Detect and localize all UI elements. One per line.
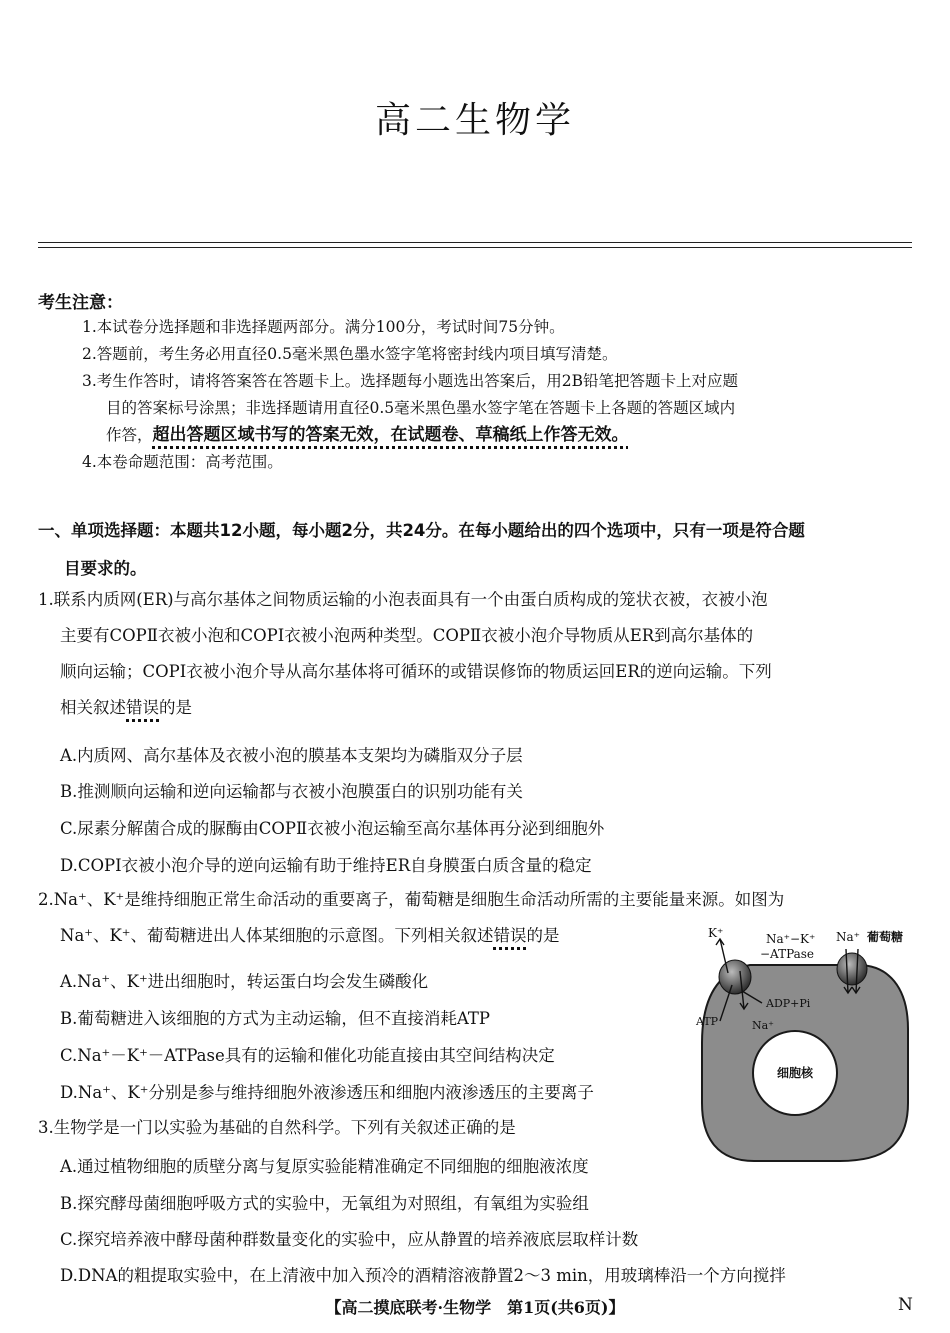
atp-label: ATP: [696, 1015, 719, 1028]
k-plus-label: K⁺: [708, 926, 724, 940]
na-plus-inside-label: Na⁺: [752, 1019, 774, 1032]
question-1-option-d: D.COPI衣被小泡介导的逆向运输有助于维持ER自身膜蛋白质含量的稳定: [60, 856, 592, 875]
pump-name-line-1: Na⁺−K⁺: [766, 932, 816, 946]
question-2-stem: 2.Na⁺、K⁺是维持细胞正常生命活动的重要离子，葡萄糖是细胞生命活动所需的主要能量来源。如图为 Na⁺、K⁺、葡萄糖进出人体某细胞的示意图。下列相关叙述错误的是: [38, 890, 785, 945]
notice-item: 2.答题前，考生务必用直径0.5毫米黑色墨水签字笔将密封线内项目填写清楚。: [82, 345, 618, 363]
question-2-option-c: C.Na⁺－K⁺－ATPase具有的运输和催化功能直接由其空间结构决定: [60, 1046, 555, 1065]
question-3-option-a: A.通过植物细胞的质壁分离与复原实验能精准确定不同细胞的细胞液浓度: [60, 1157, 589, 1176]
notice-item: 目的答案标号涂黑；非选择题请用直径0.5毫米黑色墨水签字笔在答题卡上各题的答题区域内: [106, 399, 736, 417]
title-rule-top: [38, 242, 912, 243]
question-1-option-a: A.内质网、高尔基体及衣被小泡的膜基本支架均为磷脂双分子层: [60, 746, 523, 765]
question-3-option-b: B.探究酵母菌细胞呼吸方式的实验中，无氧组为对照组，有氧组为实验组: [60, 1194, 589, 1213]
glucose-label: 葡萄糖: [867, 930, 904, 944]
question-1-stem: 1.联系内质网(ER)与高尔基体之间物质运输的小泡表面具有一个由蛋白质构成的笼状衣被，衣被小泡 主要有COPⅡ衣被小泡和COPI衣被小泡两种类型。COPⅡ衣被小泡介导物质从ER到高尔基体的 顺向运输；COPI衣被小泡介导从高尔基体将可循环的或错误修饰的物质运回ER的逆向运输。下列 相关叙述错误的是: [38, 590, 772, 717]
page-title: 高二生物学: [374, 100, 575, 141]
notice-item: 4.本卷命题范围：高考范围。: [82, 453, 283, 471]
na-plus-outside-label: Na⁺: [836, 930, 860, 944]
emphasis-mark: 错误: [126, 698, 159, 717]
notice-heading: 考生注意：: [38, 293, 123, 313]
glucose-transporter: [837, 953, 867, 985]
emphasis-mark: 错误: [493, 926, 527, 945]
footer-code: N: [898, 1295, 913, 1315]
notice-item: 3.考生作答时，请将答案答在答题卡上。选择题每小题选出答案后，用2B铅笔把答题卡上对应题: [82, 372, 739, 390]
notice-list: [82, 314, 914, 476]
question-1-option-b: B.推测顺向运输和逆向运输都与衣被小泡膜蛋白的识别功能有关: [60, 782, 523, 801]
question-2-option-d: D.Na⁺、K⁺分别是参与维持细胞外液渗透压和细胞内液渗透压的主要离子: [60, 1083, 594, 1102]
notice-item-emphasis-line: 作答，超出答题区域书写的答案无效，在试题卷、草稿纸上作答无效。: [106, 425, 629, 445]
question-3-option-d: D.DNA的粗提取实验中，在上清液中加入预冷的酒精溶液静置2～3 min，用玻璃棒沿一个方向搅拌: [60, 1266, 786, 1285]
adp-pi-label: ADP+Pi: [766, 997, 811, 1010]
title-rule-bottom: [38, 247, 912, 248]
na-k-atpase-pump: [719, 960, 751, 994]
page-footer: 【高二摸底联考·生物学 第1页(共6页)】: [325, 1298, 625, 1317]
question-3-option-c: C.探究培养液中酵母菌种群数量变化的实验中，应从静置的培养液底层取样计数: [60, 1230, 639, 1249]
pump-name-line-2: −ATPase: [760, 947, 815, 961]
question-2-option-b: B.葡萄糖进入该细胞的方式为主动运输，但不直接消耗ATP: [60, 1009, 490, 1028]
nucleus-label: 细胞核: [776, 1066, 814, 1080]
notice-item: 1.本试卷分选择题和非选择题两部分。满分100分，考试时间75分钟。: [82, 318, 565, 336]
section-heading: 一、单项选择题：本题共12小题，每小题2分，共24分。在每小题给出的四个选项中，只有一项是符合题 目要求的。: [38, 521, 805, 578]
question-3-stem: 3.生物学是一门以实验为基础的自然科学。下列有关叙述正确的是: [38, 1118, 516, 1137]
question-2-option-a: A.Na⁺、K⁺进出细胞时，转运蛋白均会发生磷酸化: [60, 972, 429, 991]
notice-emphasis: 超出答题区域书写的答案无效，在试题卷、草稿纸上作答无效。: [152, 425, 629, 445]
question-1-option-c: C.尿素分解菌合成的脲酶由COPⅡ衣被小泡运输至高尔基体再分泌到细胞外: [60, 819, 605, 838]
